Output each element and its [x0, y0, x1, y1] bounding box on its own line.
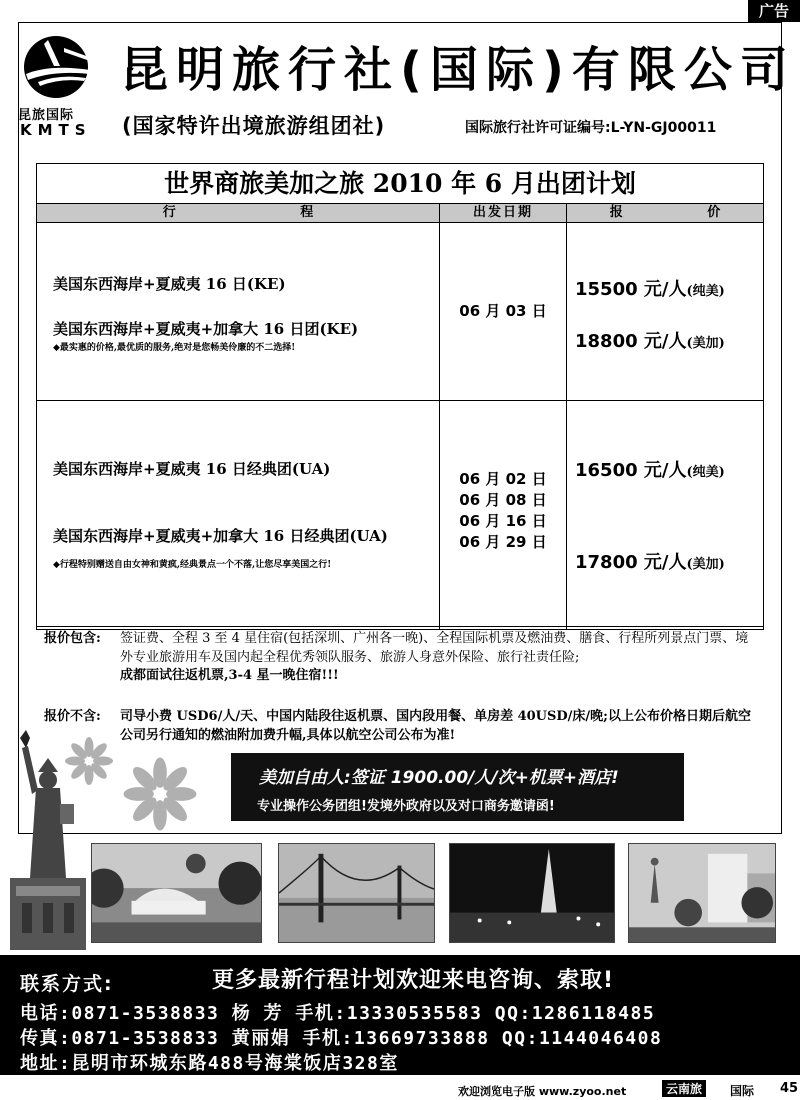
license-number: 国际旅行社许可证编号:L-YN-GJ00011	[465, 120, 717, 136]
contact-fax: 传真:0871-3538833 黄丽娟 手机:13669733888 QQ:1144046408	[20, 1028, 663, 1049]
promo-line-2: 专业操作公务团组!发境外政府以及对口商务邀请函!	[257, 799, 555, 814]
departure-dates: 06 月 02 日 06 月 08 日 06 月 16 日 06 月 29 日	[459, 470, 547, 551]
departure-date: 06 月 03 日	[459, 302, 547, 320]
route-text: 美国东西海岸+夏威夷 16 日经典团(UA)	[53, 460, 331, 478]
route-text: 美国东西海岸+夏威夷 16 日(KE)	[53, 275, 286, 293]
header-route: 行 程	[37, 204, 440, 222]
included-label: 报价包含:	[44, 631, 101, 646]
price-excluded	[44, 708, 759, 745]
included-highlight: 成都面试往返机票,3-4 星一晚住宿!!!	[120, 668, 339, 683]
footer-section: 国际	[730, 1084, 755, 1098]
route-text: 美国东西海岸+夏威夷+加拿大 16 日团(KE)	[53, 320, 359, 338]
contact-more: 更多最新行程计划欢迎来电咨询、索取!	[212, 968, 615, 993]
contact-section	[0, 955, 800, 1075]
plan-title: 世界商旅美加之旅 2010 年 6 月出团计划	[37, 164, 763, 204]
excluded-label: 报价不含:	[44, 709, 101, 724]
logo-en-text: KMTS	[20, 121, 92, 139]
ad-tag: 广告	[748, 0, 800, 22]
footer-brand: 云南旅	[662, 1080, 706, 1097]
photo-las-vegas-night	[449, 843, 615, 943]
tour-table	[36, 163, 764, 630]
company-subtitle: (国家特许出境旅游组团社)	[122, 114, 386, 138]
route-note: ◆最实惠的价格,最优质的服务,绝对是您畅美伶廉的不二选择!	[53, 343, 296, 353]
logo-cn-text: 昆旅国际	[18, 108, 75, 123]
flower-icon	[122, 756, 198, 832]
photo-golden-gate-bridge	[278, 843, 435, 943]
route-note: ◆行程特别赠送自由女神和黄疯,经典景点一个不落,让您尽享美国之行!	[53, 560, 332, 570]
page-number: 45	[780, 1081, 799, 1096]
excluded-text: 司导小费 USD6/人/天、中国内陆段往返机票、国内段用餐、单房差 40USD/床/晚;以上公布价格日期后航空公司另行通知的燃油附加费升幅,具体以航空公司公布为准!	[120, 709, 751, 743]
price-text: 15500 元/人(纯美)	[575, 279, 725, 300]
photo-vegas-liberty-replica	[628, 843, 776, 943]
price-included	[44, 630, 759, 686]
table-row	[37, 223, 763, 401]
promo-banner	[231, 753, 684, 821]
kmts-logo-icon	[20, 34, 94, 100]
header-price: 报 价	[609, 205, 761, 220]
footer-welcome: 欢迎浏览电子版 www.zyoo.net	[458, 1085, 627, 1098]
route-text: 美国东西海岸+夏威夷+加拿大 16 日经典团(UA)	[53, 527, 388, 545]
price-text: 16500 元/人(纯美)	[575, 460, 725, 481]
table-bottom-rule	[36, 626, 764, 627]
page-footer	[0, 1076, 800, 1100]
table-header	[37, 204, 763, 223]
contact-tel: 电话:0871-3538833 杨 芳 手机:13330535583 QQ:1286118485	[20, 1003, 656, 1024]
included-text: 签证费、全程 3 至 4 星住宿(包括深圳、广州各一晚)、全程国际机票及燃油费、膳食、行程所列景点门票、境外专业旅游用车及国内起全程优秀领队服务、旅游人身意外保险、旅行社责任险;	[120, 631, 749, 665]
contact-label: 联系方式:	[20, 973, 114, 995]
statue-of-liberty-image	[8, 728, 90, 950]
company-name: 昆明旅行社(国际)有限公司	[120, 42, 796, 98]
table-row	[37, 401, 763, 629]
contact-address: 地址:昆明市环城东路488号海棠饭店328室	[20, 1053, 399, 1074]
header-date: 出发日期	[440, 204, 567, 222]
photo-capitol-garden	[91, 843, 262, 943]
price-text: 17800 元/人(美加)	[575, 552, 725, 573]
price-text: 18800 元/人(美加)	[575, 331, 725, 352]
promo-line-1: 美加自由人:签证 1900.00/人/次+机票+酒店!	[259, 768, 619, 788]
